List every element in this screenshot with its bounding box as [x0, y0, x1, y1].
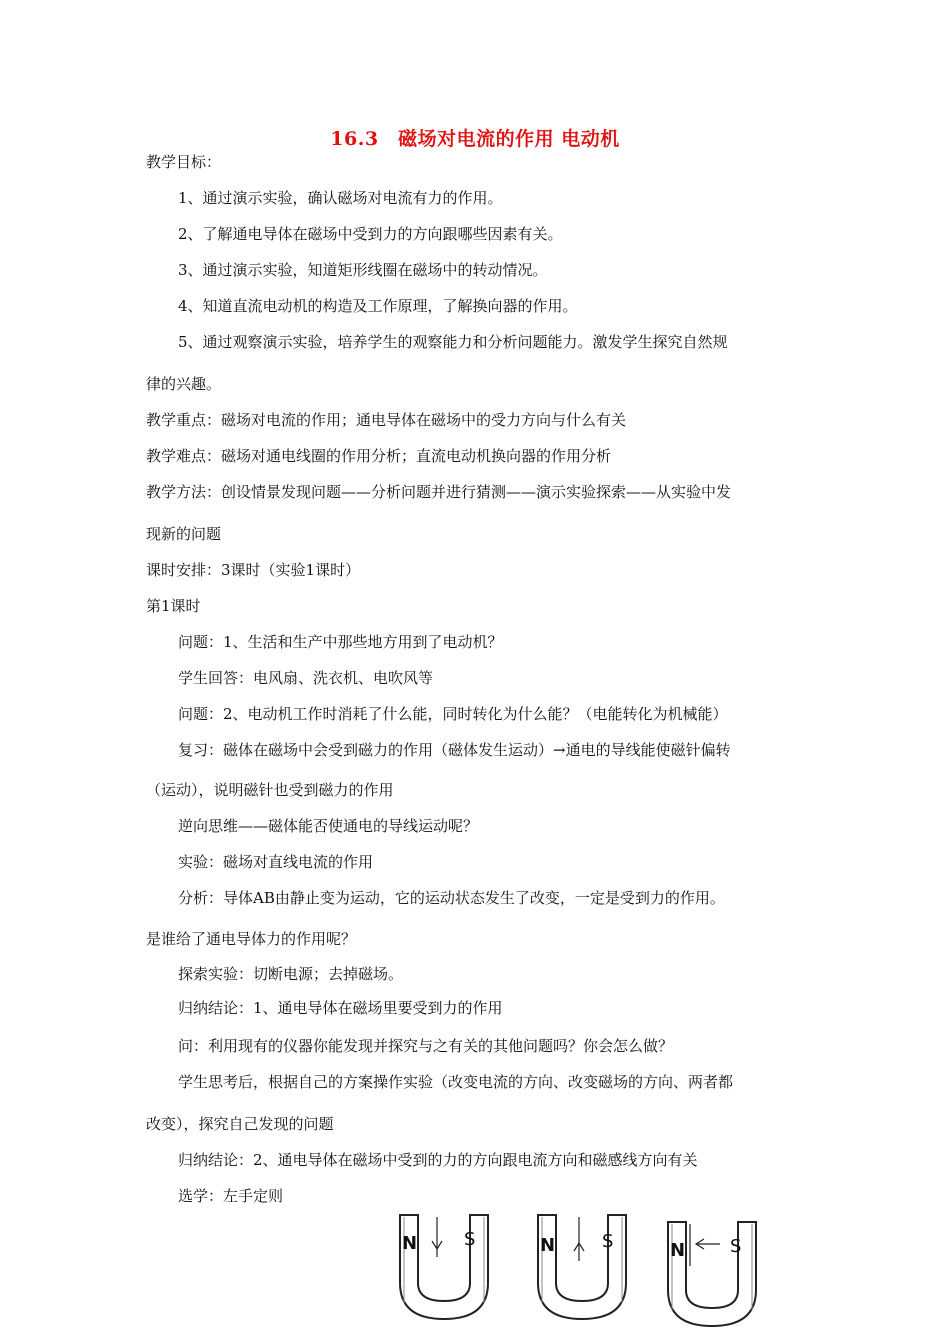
analysis-cont: 是谁给了通电导体力的作用呢？	[146, 930, 357, 948]
explore-experiment: 探索实验：切断电源；去掉磁场。	[178, 965, 404, 983]
review-cont: （运动），说明磁针也受到磁力的作用	[146, 781, 394, 799]
north-pole-label: N	[670, 1240, 686, 1261]
u-magnet-figure-3	[666, 1220, 758, 1330]
page-title: 16.3 磁场对电流的作用 电动机	[330, 128, 620, 150]
review: 复习：磁体在磁场中会受到磁力的作用（磁体发生运动）→通电的导线能使磁针偏转	[178, 741, 731, 759]
question-2: 问题：2、电动机工作时消耗了什么能，同时转化为什么能？（电能转化为机械能）	[178, 705, 728, 723]
difficult-points: 教学难点：磁场对通电线圈的作用分析；直流电动机换向器的作用分析	[146, 447, 612, 465]
objective-4: 4、知道直流电动机的构造及工作原理，了解换向器的作用。	[178, 297, 578, 315]
objectives-heading: 教学目标：	[146, 153, 222, 171]
student-answer: 学生回答：电风扇、洗衣机、电吹风等	[178, 669, 434, 687]
student-thinking-cont: 改变），探究自己发现的问题	[146, 1115, 334, 1133]
question-3: 问：利用现有的仪器你能发现并探究与之有关的其他问题吗？你会怎么做？	[178, 1037, 674, 1055]
south-pole-label: S	[464, 1229, 476, 1250]
conclusion-1: 归纳结论：1、通电导体在磁场里要受到力的作用	[178, 999, 503, 1017]
u-magnet-figure-1	[398, 1213, 490, 1323]
lesson-1-heading: 第1课时	[146, 597, 201, 615]
north-pole-label: N	[540, 1235, 556, 1256]
reverse-thinking: 逆向思维——磁体能否使通电的导线运动呢？	[178, 817, 479, 835]
south-pole-label: S	[602, 1231, 614, 1252]
experiment: 实验：磁场对直线电流的作用	[178, 853, 374, 871]
objective-5-cont: 律的兴趣。	[146, 375, 222, 393]
objective-5: 5、通过观察演示实验，培养学生的观察能力和分析问题能力。激发学生探究自然规	[178, 333, 728, 351]
optional-study: 选学：左手定则	[178, 1187, 284, 1205]
student-thinking: 学生思考后，根据自己的方案操作实验（改变电流的方向、改变磁场的方向、两者都	[178, 1073, 734, 1091]
teaching-method-cont: 现新的问题	[146, 525, 222, 543]
objective-3: 3、通过演示实验，知道矩形线圈在磁场中的转动情况。	[178, 261, 548, 279]
conclusion-2: 归纳结论：2、通电导体在磁场中受到的力的方向跟电流方向和磁感线方向有关	[178, 1151, 698, 1169]
key-points: 教学重点：磁场对电流的作用；通电导体在磁场中的受力方向与什么有关	[146, 411, 627, 429]
question-1: 问题：1、生活和生产中那些地方用到了电动机？	[178, 633, 503, 651]
north-pole-label: N	[402, 1233, 418, 1254]
analysis: 分析：导体AB由静止变为运动，它的运动状态发生了改变，一定是受到力的作用。	[178, 889, 725, 907]
south-pole-label: S	[730, 1236, 742, 1257]
teaching-method: 教学方法：创设情景发现问题——分析问题并进行猜测——演示实验探索——从实验中发	[146, 483, 732, 501]
schedule: 课时安排：3课时（实验1课时）	[146, 561, 361, 579]
objective-2: 2、了解通电导体在磁场中受到力的方向跟哪些因素有关。	[178, 225, 563, 243]
objective-1: 1、通过演示实验，确认磁场对电流有力的作用。	[178, 189, 503, 207]
u-magnet-figure-2	[536, 1213, 628, 1323]
